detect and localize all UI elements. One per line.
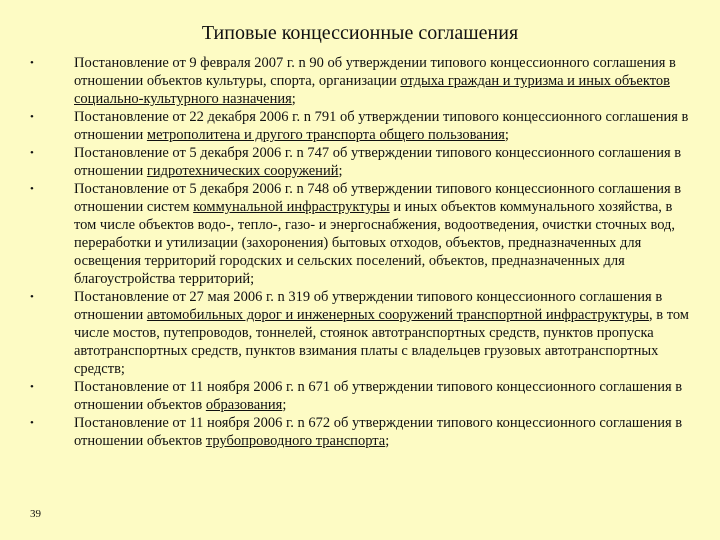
bullet-icon: • xyxy=(30,111,34,123)
item-text: Постановление от 5 декабря 2006 г. n 747 об утверждении типового концессионного соглашения в отношении xyxy=(74,145,682,179)
slide-title: Типовые концессионные соглашения xyxy=(201,22,519,44)
item-text: Постановление от 27 мая 2006 г. n 319 об утверждении типового концессионного соглашения в отношении xyxy=(74,289,663,323)
bullet-icon: • xyxy=(30,381,34,393)
item-text: Постановление от 11 ноября 2006 г. n 671 об утверждении типового концессионного соглашения в отношении объектов xyxy=(74,379,683,413)
item-text-tail: и иных объектов коммунального хозяйства, в том числе объектов водо-, тепло-, газо- и энергоснабжения, водоотведения, очистки сточных вод, переработки и утилизации (захоронения) бытовых отходов, объектов, предназначенных для освещения территорий городских и сельских поселений, объектов, предназначенных для благоустройства территорий; xyxy=(74,199,676,287)
item-text-tail: ; xyxy=(338,163,343,179)
item-link-text[interactable]: образования xyxy=(205,397,283,413)
list-item xyxy=(30,54,696,108)
item-text: Постановление от 9 февраля 2007 г. n 90 об утверждении типового концессионного соглашения в отношении объектов культуры, спорта, организации xyxy=(74,55,676,89)
item-text-tail: ; xyxy=(385,433,390,449)
list-item xyxy=(30,108,696,144)
item-link-text[interactable]: гидротехнических сооружений xyxy=(146,163,339,179)
list-item xyxy=(30,144,696,180)
item-text-tail: ; xyxy=(291,91,296,107)
item-text-tail: ; xyxy=(504,127,509,143)
item-link-text[interactable]: метрополитена и другого транспорта общего пользования xyxy=(146,127,505,143)
list-item xyxy=(30,288,696,378)
item-text-tail: , в том числе мостов, путепроводов, тоннелей, стоянок автотранспортных средств, пунктов пропуска автотранспортных средств, пунктов взимания платы с владельцев грузовых автотранспортных средств; xyxy=(74,307,689,377)
item-link-text[interactable]: отдыха граждан и туризма и иных объектов социально-культурного назначения xyxy=(74,73,670,107)
bullet-icon: • xyxy=(30,147,34,159)
bullet-icon: • xyxy=(30,183,34,195)
page-number: 39 xyxy=(30,508,41,520)
item-text: Постановление от 5 декабря 2006 г. n 748 об утверждении типового концессионного соглашения в отношении систем xyxy=(74,181,682,215)
list-item xyxy=(30,180,696,288)
bullet-icon: • xyxy=(30,57,34,69)
list-item xyxy=(30,414,696,450)
item-text-tail: ; xyxy=(282,397,287,413)
list-item xyxy=(30,378,696,414)
item-link-text[interactable]: коммунальной инфраструктуры xyxy=(193,199,390,215)
bullet-icon: • xyxy=(30,291,34,303)
item-link-text[interactable]: автомобильных дорог и инженерных сооружений транспортной инфраструктуры xyxy=(146,307,649,323)
item-link-text[interactable]: трубопроводного транспорта xyxy=(205,433,386,449)
bullet-icon: • xyxy=(30,417,34,429)
item-text: Постановление от 22 декабря 2006 г. n 791 об утверждении типового концессионного соглашения в отношении xyxy=(74,109,689,143)
item-text: Постановление от 11 ноября 2006 г. n 672 об утверждении типового концессионного соглашения в отношении объектов xyxy=(74,415,683,449)
resolution-list xyxy=(30,54,696,450)
